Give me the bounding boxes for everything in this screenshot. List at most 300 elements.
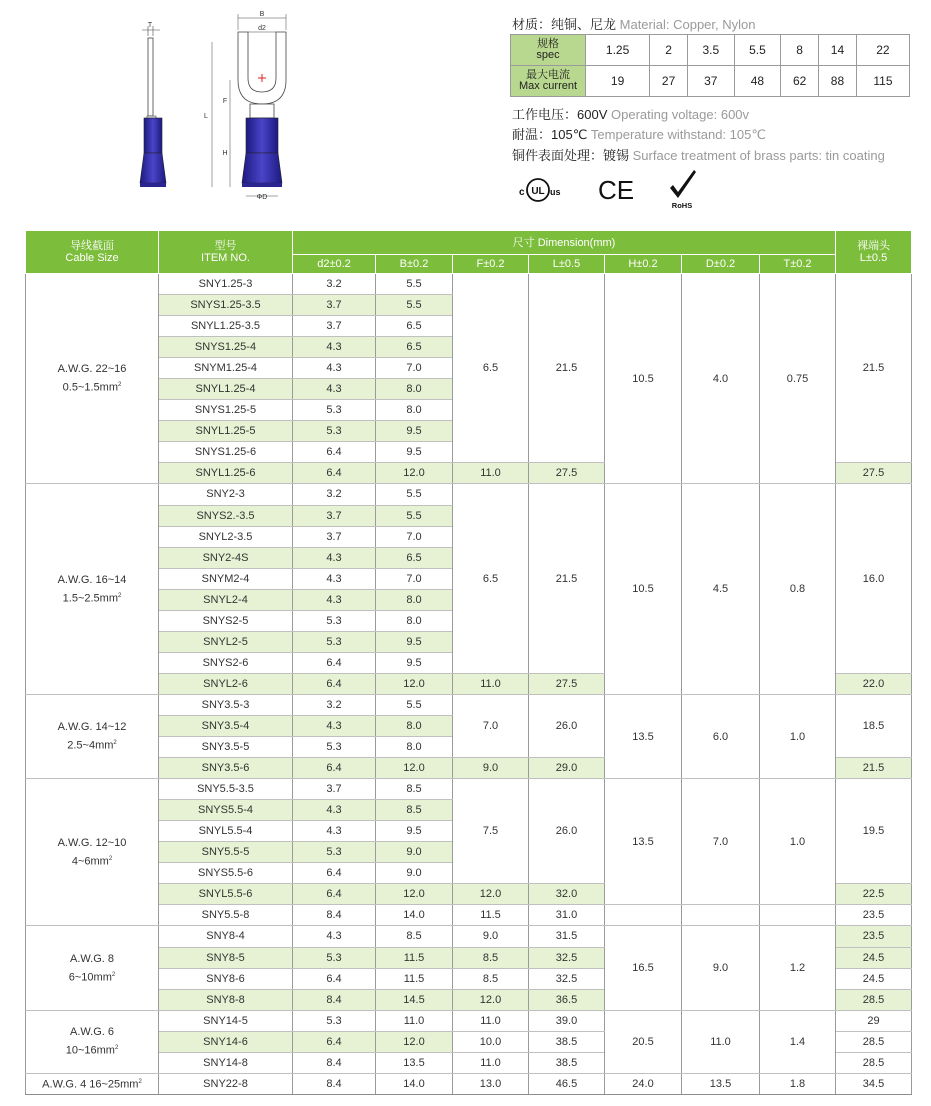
bare-cell: 21.5 (836, 758, 912, 779)
d-cell: 4.5 (682, 484, 760, 694)
item-no-cell: SNYL5.5-6 (159, 884, 293, 905)
d-cell: 9.0 (682, 926, 760, 1010)
d2-cell: 5.3 (293, 947, 376, 968)
f-cell: 13.0 (453, 1073, 529, 1094)
d2-cell: 3.2 (293, 274, 376, 295)
d-cell (682, 905, 760, 926)
current-cell: 115 (856, 66, 909, 97)
t-cell: 1.2 (760, 926, 836, 1010)
b-cell: 7.0 (376, 526, 453, 547)
header-row (26, 231, 912, 255)
dim-t-label: T (147, 22, 153, 29)
material-line (512, 14, 755, 33)
b-cell: 8.0 (376, 737, 453, 758)
l-cell: 21.5 (529, 484, 605, 673)
item-no-cell: SNYL2-4 (159, 589, 293, 610)
table-body (26, 274, 912, 1095)
item-no-cell: SNY14-6 (159, 1031, 293, 1052)
b-cell: 14.0 (376, 905, 453, 926)
table-row (26, 1073, 912, 1094)
header-dimension: 尺寸 Dimension(mm) (293, 231, 836, 255)
ul-logo (519, 179, 561, 201)
header-col: T±0.2 (760, 255, 836, 274)
f-cell: 11.0 (453, 1010, 529, 1031)
material-en: Material: Copper, Nylon (619, 17, 756, 32)
awg-label: A.W.G. 22~16 (57, 363, 127, 376)
d-cell: 6.0 (682, 694, 760, 778)
header-col: B±0.2 (376, 255, 453, 274)
f-cell: 9.0 (453, 758, 529, 779)
item-no-cell: SNYS2.-3.5 (159, 505, 293, 526)
dim-f-label: F (222, 98, 228, 105)
bare-cell: 34.5 (836, 1073, 912, 1094)
d2-cell: 5.3 (293, 400, 376, 421)
item-no-cell: SNY2-4S (159, 547, 293, 568)
d2-cell: 4.3 (293, 547, 376, 568)
bare-cell: 21.5 (836, 274, 912, 463)
d2-cell: 5.3 (293, 421, 376, 442)
header-cable (26, 231, 159, 274)
d2-cell: 3.7 (293, 526, 376, 547)
terminal-front-view (204, 11, 286, 201)
header-col: D±0.2 (682, 255, 760, 274)
h-cell: 16.5 (605, 926, 682, 1010)
bare-cell: 28.5 (836, 989, 912, 1010)
d2-cell: 5.3 (293, 1010, 376, 1031)
size-superscript: 2 (118, 382, 122, 389)
size-label: 6~10mm (68, 971, 112, 984)
table-row (26, 274, 912, 295)
item-no-cell: SNY3.5-4 (159, 715, 293, 736)
table-row (26, 779, 912, 800)
d2-cell: 6.4 (293, 442, 376, 463)
t-cell: 0.75 (760, 274, 836, 484)
d2-cell: 4.3 (293, 589, 376, 610)
l-cell: 32.5 (529, 947, 605, 968)
table-row (26, 1010, 912, 1031)
b-cell: 8.5 (376, 800, 453, 821)
size-superscript: 2 (111, 971, 116, 978)
l-cell: 26.0 (529, 694, 605, 757)
bare-cell: 24.5 (836, 947, 912, 968)
f-cell: 12.0 (453, 884, 529, 905)
terminal-side-view (140, 22, 166, 187)
rohs-logo (670, 170, 696, 210)
t-cell: 0.8 (760, 484, 836, 694)
current-cell: 88 (819, 66, 857, 97)
d2-cell: 8.4 (293, 905, 376, 926)
item-no-cell: SNY5.5-8 (159, 905, 293, 926)
l-cell: 46.5 (529, 1073, 605, 1094)
d2-cell: 3.7 (293, 316, 376, 337)
bare-cell: 28.5 (836, 1052, 912, 1073)
d2-cell: 3.7 (293, 779, 376, 800)
b-cell: 8.0 (376, 589, 453, 610)
header-cable-zh: 导线截面 (70, 240, 114, 252)
size-superscript: 2 (118, 592, 122, 599)
b-cell: 5.5 (376, 505, 453, 526)
bare-cell: 23.5 (836, 926, 912, 947)
l-cell: 32.0 (529, 884, 605, 905)
l-cell: 39.0 (529, 1010, 605, 1031)
current-row (511, 66, 910, 97)
header-bare-en: L±0.5 (859, 252, 888, 264)
size-superscript: 2 (108, 855, 113, 862)
f-cell: 6.5 (453, 484, 529, 673)
b-cell: 8.0 (376, 379, 453, 400)
spec-cell: 1.25 (586, 35, 650, 66)
l-cell: 38.5 (529, 1031, 605, 1052)
dim-d-label: ΦD (256, 194, 268, 201)
t-cell (760, 905, 836, 926)
table-row (26, 694, 912, 715)
l-cell: 36.5 (529, 989, 605, 1010)
item-no-cell: SNYS2-5 (159, 610, 293, 631)
size-label: 2.5~4mm (67, 739, 114, 752)
spec-cell: 14 (819, 35, 857, 66)
d2-cell: 8.4 (293, 1073, 376, 1094)
d-cell: 7.0 (682, 779, 760, 905)
item-no-cell: SNY3.5-5 (159, 737, 293, 758)
cable-size-cell (26, 484, 159, 694)
d2-cell: 5.3 (293, 737, 376, 758)
material-zh: 材质：纯铜、尼龙 (512, 17, 617, 32)
b-cell: 12.0 (376, 463, 453, 484)
f-cell: 8.5 (453, 968, 529, 989)
ul-c: c (519, 187, 525, 198)
b-cell: 14.0 (376, 1073, 453, 1094)
header-item-zh: 型号 (214, 240, 237, 252)
item-no-cell: SNY3.5-3 (159, 694, 293, 715)
item-no-cell: SNY3.5-6 (159, 758, 293, 779)
current-header (511, 66, 586, 97)
temperature-line (512, 124, 766, 143)
surface-zh: 铜件表面处理：镀锡 (512, 148, 630, 163)
f-cell: 12.0 (453, 989, 529, 1010)
t-cell: 1.4 (760, 1010, 836, 1073)
item-no-cell: SNYL2-3.5 (159, 526, 293, 547)
l-cell: 27.5 (529, 463, 605, 484)
header-bare (836, 231, 912, 274)
f-cell: 11.0 (453, 463, 529, 484)
size-label: 10~16mm (65, 1045, 115, 1058)
b-cell: 9.0 (376, 863, 453, 884)
d2-cell: 4.3 (293, 821, 376, 842)
d-cell: 11.0 (682, 1010, 760, 1073)
bare-cell: 22.0 (836, 673, 912, 694)
header-col: H±0.2 (605, 255, 682, 274)
b-cell: 8.5 (376, 926, 453, 947)
item-no-cell: SNY8-6 (159, 968, 293, 989)
d2-cell: 4.3 (293, 568, 376, 589)
current-label-zh: 最大电流 (526, 69, 570, 81)
d2-cell: 6.4 (293, 758, 376, 779)
dimension-table (25, 230, 912, 1095)
h-cell: 13.5 (605, 779, 682, 905)
cert-logos (510, 168, 710, 212)
l-cell: 21.5 (529, 274, 605, 463)
item-no-cell: SNYS1.25-3.5 (159, 295, 293, 316)
item-no-cell: SNYM2-4 (159, 568, 293, 589)
cable-size-cell (26, 926, 159, 1010)
bare-cell: 28.5 (836, 1031, 912, 1052)
spec-label-en: spec (536, 49, 560, 61)
d2-cell: 6.4 (293, 673, 376, 694)
f-cell: 11.0 (453, 673, 529, 694)
b-cell: 6.5 (376, 337, 453, 358)
d2-cell: 4.3 (293, 715, 376, 736)
cable-size-cell (26, 694, 159, 778)
header-item-en: ITEM NO. (201, 252, 250, 264)
spec-cell: 2 (650, 35, 688, 66)
b-cell: 12.0 (376, 758, 453, 779)
item-no-cell: SNYM1.25-4 (159, 358, 293, 379)
item-no-cell: SNY1.25-3 (159, 274, 293, 295)
item-no-cell: SNYL2-6 (159, 673, 293, 694)
b-cell: 11.5 (376, 968, 453, 989)
cable-size-cell (26, 274, 159, 484)
header-col: d2±0.2 (293, 255, 376, 274)
item-no-cell: SNYS1.25-5 (159, 400, 293, 421)
size-label: 4~6mm (71, 855, 109, 868)
b-cell: 9.5 (376, 821, 453, 842)
item-no-cell: SNY2-3 (159, 484, 293, 505)
d2-cell: 6.4 (293, 652, 376, 673)
l-cell: 32.5 (529, 968, 605, 989)
d2-cell: 6.4 (293, 884, 376, 905)
awg-label: A.W.G. 8 (69, 952, 114, 965)
item-no-cell: SNYL2-5 (159, 631, 293, 652)
header-bare-zh: 裸端头 (857, 240, 890, 252)
f-cell: 11.0 (453, 1052, 529, 1073)
f-cell: 7.5 (453, 779, 529, 884)
item-no-cell: SNY14-8 (159, 1052, 293, 1073)
item-no-cell: SNY8-5 (159, 947, 293, 968)
b-cell: 5.5 (376, 484, 453, 505)
l-cell: 26.0 (529, 779, 605, 884)
b-cell: 7.0 (376, 358, 453, 379)
b-cell: 7.0 (376, 568, 453, 589)
current-cell: 62 (781, 66, 819, 97)
d2-cell: 4.3 (293, 337, 376, 358)
item-no-cell: SNYL1.25-5 (159, 421, 293, 442)
cable-size-cell (26, 779, 159, 926)
h-cell (605, 905, 682, 926)
d2-cell: 6.4 (293, 968, 376, 989)
spec-row (511, 35, 910, 66)
l-cell: 31.0 (529, 905, 605, 926)
item-no-cell: SNYL1.25-6 (159, 463, 293, 484)
ul-us: us (550, 187, 561, 197)
temperature-en: Temperature withstand: 105℃ (590, 127, 766, 142)
item-no-cell: SNY22-8 (159, 1073, 293, 1094)
ul-mark: UL (531, 186, 545, 197)
d2-cell: 6.4 (293, 463, 376, 484)
h-cell: 24.0 (605, 1073, 682, 1094)
rohs-text: RoHS (671, 201, 693, 210)
l-cell: 27.5 (529, 673, 605, 694)
ce-logo: CE (598, 175, 635, 205)
h-cell: 13.5 (605, 694, 682, 778)
item-no-cell: SNYL1.25-3.5 (159, 316, 293, 337)
temperature-zh: 耐温：105℃ (512, 127, 588, 142)
voltage-zh: 工作电压：600V (512, 107, 608, 122)
dim-h-label: H (222, 150, 228, 157)
voltage-line (512, 104, 749, 123)
dim-d2-label: d2 (258, 25, 266, 32)
item-no-cell: SNY8-4 (159, 926, 293, 947)
d2-cell: 5.3 (293, 610, 376, 631)
h-cell: 10.5 (605, 274, 682, 484)
f-cell: 7.0 (453, 694, 529, 757)
d2-cell: 8.4 (293, 989, 376, 1010)
spec-cell: 3.5 (688, 35, 735, 66)
bare-cell: 22.5 (836, 884, 912, 905)
b-cell: 5.5 (376, 694, 453, 715)
b-cell: 14.5 (376, 989, 453, 1010)
f-cell: 6.5 (453, 274, 529, 463)
b-cell: 8.0 (376, 400, 453, 421)
awg-label: A.W.G. 14~12 (57, 721, 127, 734)
f-cell: 11.5 (453, 905, 529, 926)
dim-b-label: B (259, 11, 265, 18)
bare-cell: 18.5 (836, 694, 912, 757)
terminal-drawing (100, 0, 300, 210)
d2-cell: 4.3 (293, 379, 376, 400)
b-cell: 5.5 (376, 295, 453, 316)
item-no-cell: SNYS1.25-6 (159, 442, 293, 463)
table-row (26, 484, 912, 505)
current-cell: 19 (586, 66, 650, 97)
d2-cell: 3.2 (293, 484, 376, 505)
b-cell: 8.0 (376, 715, 453, 736)
item-no-cell: SNY14-5 (159, 1010, 293, 1031)
f-cell: 8.5 (453, 947, 529, 968)
b-cell: 11.5 (376, 947, 453, 968)
item-no-cell: SNYS1.25-4 (159, 337, 293, 358)
h-cell: 20.5 (605, 1010, 682, 1073)
d-cell: 4.0 (682, 274, 760, 484)
t-cell: 1.8 (760, 1073, 836, 1094)
header-item (159, 231, 293, 274)
spec-cell: 8 (781, 35, 819, 66)
item-no-cell: SNYL5.5-4 (159, 821, 293, 842)
awg-label: A.W.G. 4 16~25mm (42, 1079, 139, 1092)
b-cell: 11.0 (376, 1010, 453, 1031)
d2-cell: 3.2 (293, 694, 376, 715)
b-cell: 6.5 (376, 316, 453, 337)
f-cell: 10.0 (453, 1031, 529, 1052)
d2-cell: 5.3 (293, 842, 376, 863)
surface-line (512, 145, 885, 164)
b-cell: 12.0 (376, 673, 453, 694)
b-cell: 9.5 (376, 652, 453, 673)
item-no-cell: SNY5.5-5 (159, 842, 293, 863)
size-superscript: 2 (138, 1079, 142, 1086)
item-no-cell: SNYS5.5-4 (159, 800, 293, 821)
voltage-en: Operating voltage: 600v (611, 107, 750, 122)
size-superscript: 2 (113, 740, 117, 747)
d2-cell: 4.3 (293, 358, 376, 379)
b-cell: 8.0 (376, 610, 453, 631)
spec-label-zh: 规格 (537, 38, 559, 50)
h-cell: 10.5 (605, 484, 682, 694)
dim-l-label: L (204, 113, 208, 120)
d2-cell: 3.7 (293, 505, 376, 526)
table-row (26, 905, 912, 926)
b-cell: 5.5 (376, 274, 453, 295)
d2-cell: 4.3 (293, 926, 376, 947)
spec-header (511, 35, 586, 66)
b-cell: 12.0 (376, 1031, 453, 1052)
f-cell: 9.0 (453, 926, 529, 947)
awg-label: A.W.G. 16~14 (57, 573, 127, 586)
l-cell: 38.5 (529, 1052, 605, 1073)
item-no-cell: SNYS2-6 (159, 652, 293, 673)
b-cell: 12.0 (376, 884, 453, 905)
size-label: 1.5~2.5mm (62, 592, 118, 605)
bare-cell: 29 (836, 1010, 912, 1031)
current-label-en: Max current (518, 80, 578, 92)
item-no-cell: SNY5.5-3.5 (159, 779, 293, 800)
t-cell: 1.0 (760, 779, 836, 905)
header-cable-en: Cable Size (65, 252, 119, 264)
size-label: 0.5~1.5mm (62, 382, 118, 395)
b-cell: 8.5 (376, 779, 453, 800)
b-cell: 9.5 (376, 442, 453, 463)
b-cell: 6.5 (376, 547, 453, 568)
d2-cell: 6.4 (293, 863, 376, 884)
current-cell: 37 (688, 66, 735, 97)
bare-cell: 24.5 (836, 968, 912, 989)
d2-cell: 3.7 (293, 295, 376, 316)
bare-cell: 19.5 (836, 779, 912, 884)
item-no-cell: SNYS5.5-6 (159, 863, 293, 884)
b-cell: 9.5 (376, 631, 453, 652)
current-cell: 48 (734, 66, 781, 97)
cable-size-cell (26, 1073, 159, 1094)
bare-cell: 27.5 (836, 463, 912, 484)
header-col: L±0.5 (529, 255, 605, 274)
awg-label: A.W.G. 6 (69, 1026, 114, 1039)
b-cell: 13.5 (376, 1052, 453, 1073)
spec-table (510, 34, 910, 97)
d-cell: 13.5 (682, 1073, 760, 1094)
t-cell: 1.0 (760, 694, 836, 778)
size-superscript: 2 (114, 1045, 119, 1052)
spec-cell: 22 (856, 35, 909, 66)
table-row (26, 926, 912, 947)
bare-cell: 16.0 (836, 484, 912, 673)
l-cell: 29.0 (529, 758, 605, 779)
b-cell: 9.0 (376, 842, 453, 863)
l-cell: 31.5 (529, 926, 605, 947)
item-no-cell: SNY8-8 (159, 989, 293, 1010)
surface-en: Surface treatment of brass parts: tin coating (632, 148, 885, 163)
header-col: F±0.2 (453, 255, 529, 274)
bare-cell: 23.5 (836, 905, 912, 926)
awg-label: A.W.G. 12~10 (57, 836, 127, 849)
cable-size-cell (26, 1010, 159, 1073)
item-no-cell: SNYL1.25-4 (159, 379, 293, 400)
d2-cell: 8.4 (293, 1052, 376, 1073)
current-cell: 27 (650, 66, 688, 97)
b-cell: 9.5 (376, 421, 453, 442)
d2-cell: 4.3 (293, 800, 376, 821)
spec-cell: 5.5 (734, 35, 781, 66)
d2-cell: 6.4 (293, 1031, 376, 1052)
d2-cell: 5.3 (293, 631, 376, 652)
